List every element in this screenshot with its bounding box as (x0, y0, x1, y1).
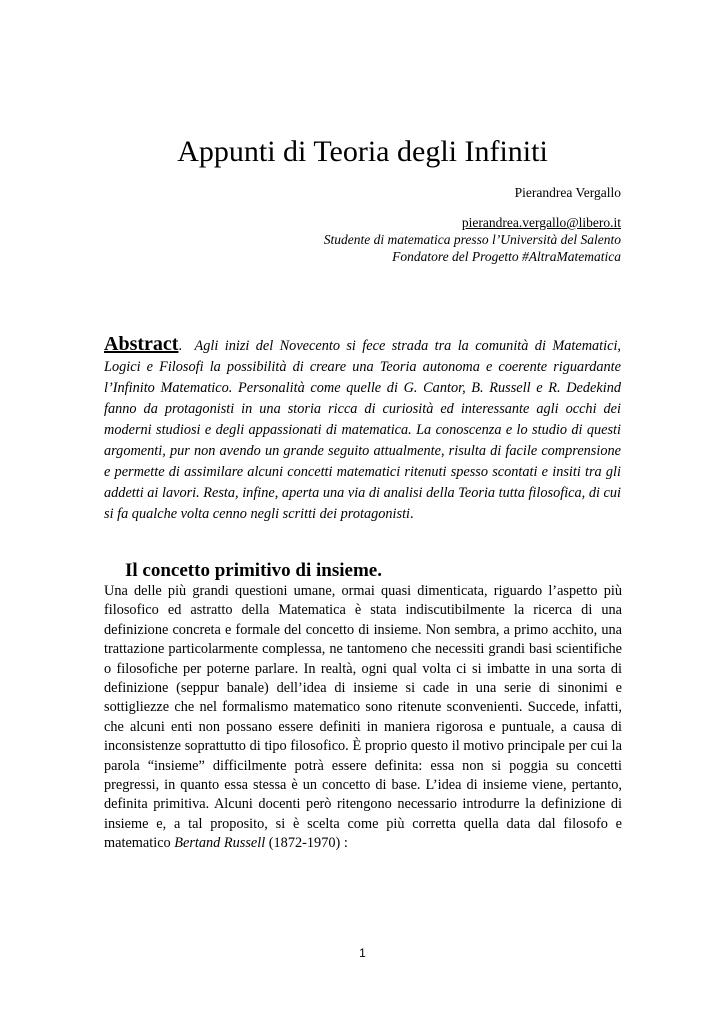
russell-name: Bertand Russell (174, 835, 266, 852)
section-body (104, 582, 622, 854)
author-info (201, 214, 621, 265)
page-number: 1 (359, 946, 366, 960)
section-title: Il concetto primitivo di insieme. (125, 560, 382, 581)
abstract-heading: Abstract (104, 333, 179, 355)
author-email[interactable]: pierandrea.vergallo@libero.it (461, 215, 621, 230)
abstract-end-dot: . (410, 506, 414, 522)
abstract-heading-dot: . (178, 338, 183, 354)
abstract-paragraph (104, 334, 621, 525)
section-body-text: Una delle più grandi questioni umane, ormai quasi dimenticata, riguardo l’aspetto più filosofico ed astratto della Matematica è stata indiscutibilmente la ricerca di una definizione concreta e formale del concetto di insieme. Non sembra, a primo acchito, una trattazione particolarmente complessa, ne tantomeno che necessiti grandi basi scientifiche o filosofiche per poterne parlare. In realtà, ogni qual volta ci si imbatte in una sorta di definizione (seppur banale) dell’idea di insieme si cade in una serie di sinonimi e sottigliezze che nel formalismo matematico sono ritenute sconvenienti. Succede, infatti, che alcuni enti non possano essere definiti in maniera rigorosa e puntuale, a causa di inconsistenze soprattutto di tipo filosofico. È proprio questo il motivo principale per cui la parola “insieme” difficilmente potrà essere definita: essa non si poggia su concetti pregressi, in quanto essa stessa è un concetto di base. L’idea di insieme viene, pertanto, definita primitiva. Alcuni docenti però ritengono necessario introdurre la definizione di insieme e, a tal proposito, si è scelta come più corretta quella data dal filosofo e matematico (104, 583, 622, 852)
affiliation-university: Studente di matematica presso l’Università del Salento (323, 232, 621, 247)
author-name: Pierandrea Vergallo (514, 185, 621, 200)
document-title: Appunti di Teoria degli Infiniti (177, 135, 548, 168)
russell-dates: (1872-1970) : (265, 835, 348, 852)
affiliation-project: Fondatore del Progetto #AltraMatematica (392, 249, 621, 264)
abstract-text: Agli inizi del Novecento si fece strada tra la comunità di Matematici, Logici e Filosofi la possibilità di creare una Teoria autonoma e coerente riguardante l’Infinito Matematico. Personalità come quelle di G. Cantor, B. Russell e R. Dedekind fanno da protagonisti in una storia ricca di curiosità ed interessante agli occhi dei moderni studiosi e degli appassionati di matematica. La conoscenza e lo studio di questi argomenti, pur non avendo un grande seguito attualmente, risulta di facile comprensione e permette di assimilare alcuni concetti matematici ritenuti spesso scontati e insiti tra gli addetti ai lavori. Resta, infine, aperta una via di analisi della Teoria tutta filosofica, di cui si fa qualche volta cenno negli scritti dei protagonisti (104, 338, 622, 522)
